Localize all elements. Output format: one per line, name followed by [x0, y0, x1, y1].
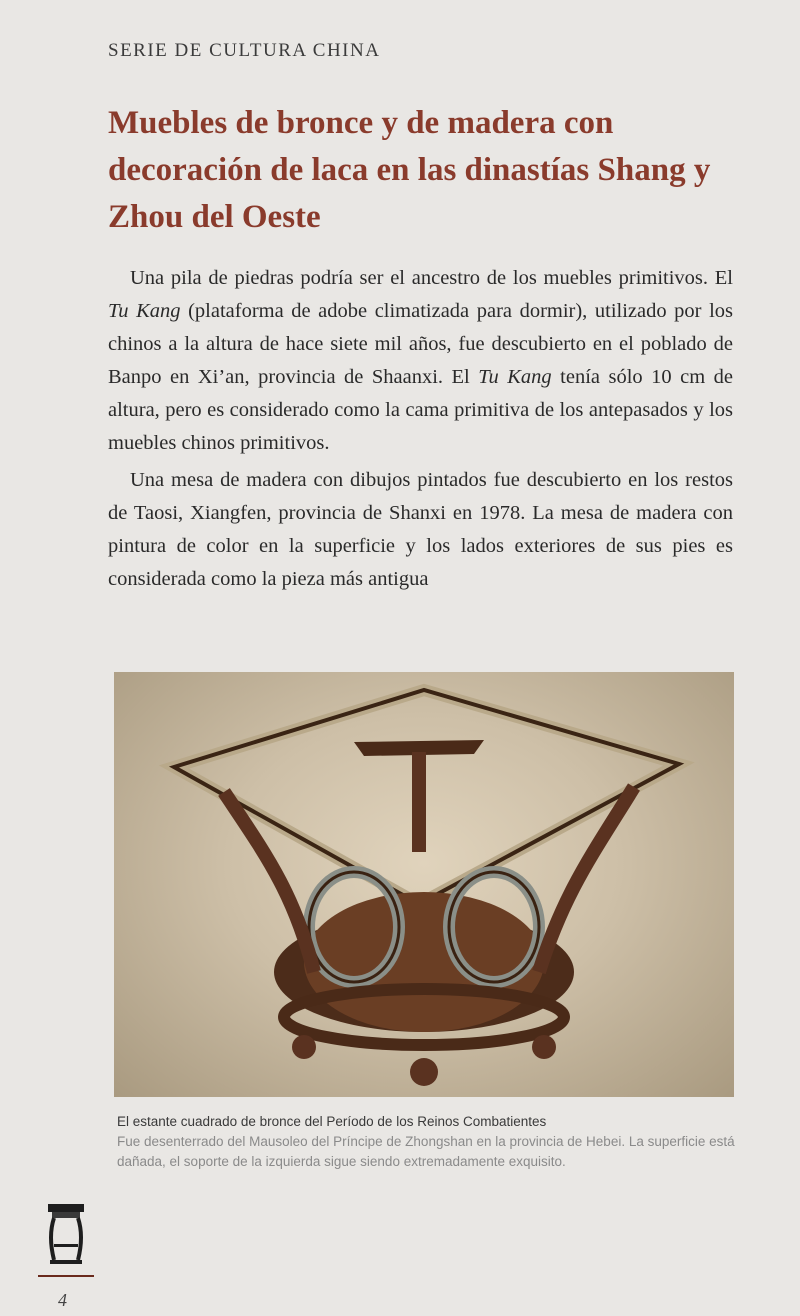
bronze-stand-photo	[114, 672, 734, 1097]
series-header: SERIE DE CULTURA CHINA	[108, 40, 381, 61]
bronze-stand-illustration	[114, 672, 734, 1097]
page-title: Muebles de bronce y de madera con decoración de laca en las dinastías Shang y Zhou del Oeste	[108, 105, 711, 235]
body-text	[108, 262, 733, 596]
paragraph-2: Una mesa de madera con dibujos pintados fue descubierto en los restos de Taosi, Xiangfen, provincia de Shanxi en 1978. La mesa de madera con pintura de color en la superficie y los lados exteriores de sus pies es considerada como la pieza más antigua	[108, 469, 733, 590]
figure-caption	[117, 1112, 737, 1172]
caption-title: El estante cuadrado de bronce del Período de los Reinos Combatientes	[117, 1114, 547, 1129]
paragraph-1: Una pila de piedras podría ser el ancestro de los muebles primitivos. El Tu Kang (plataforma de adobe climatizada para dormir), utilizado por los chinos a la altura de hace siete mil años, fue descubierto en el poblado de Banpo en Xi’an, provincia de Shaanxi. El Tu Kang tenía sólo 10 cm de altura, pero es considerado como la cama primitiva de los antepasados y los muebles chinos primitivos.	[108, 267, 734, 454]
table-stand-icon	[44, 1200, 88, 1272]
page-number: 4	[58, 1290, 67, 1310]
footer-rule	[38, 1275, 94, 1277]
caption-body: Fue desenterrado del Mausoleo del Príncipe de Zhongshan en la provincia de Hebei. La superficie está dañada, el soporte de la izquierda sigue siendo extremadamente exquisito.	[117, 1134, 735, 1169]
